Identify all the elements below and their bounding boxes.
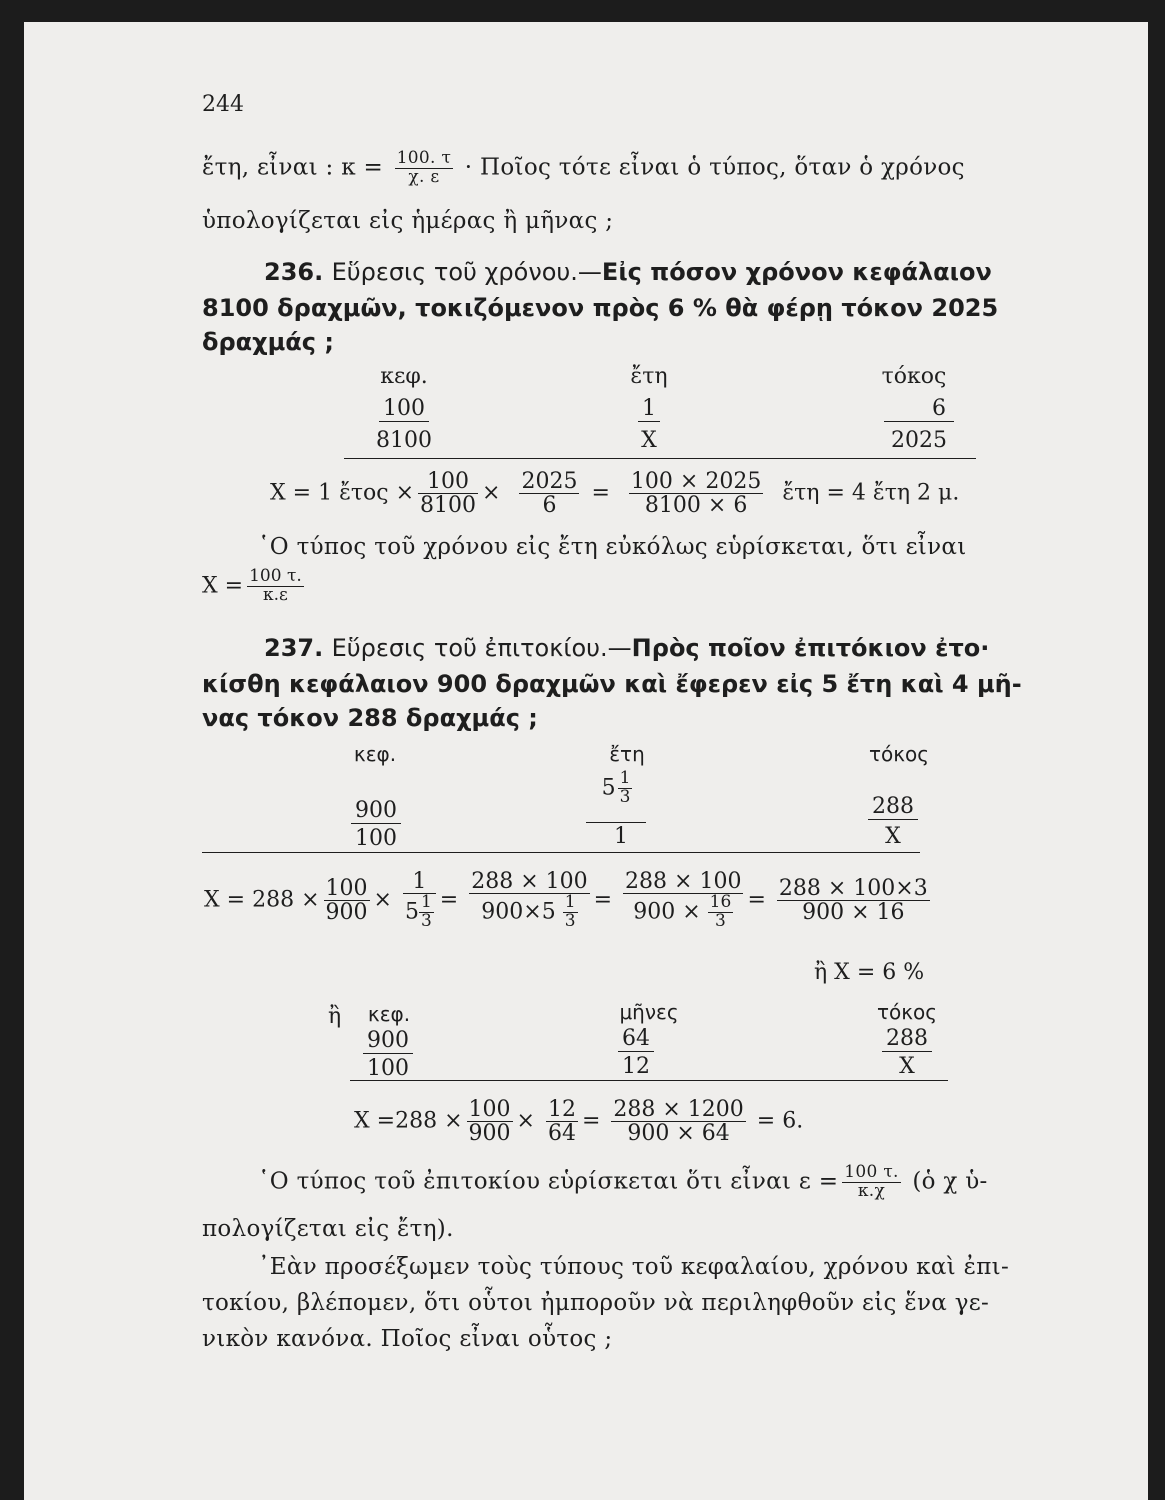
table-237-col-eti: ἔτη	[609, 742, 645, 766]
den: 3	[715, 910, 726, 931]
eq237-frac1	[324, 877, 370, 924]
formula-236	[202, 568, 308, 605]
alt-c3b: X	[899, 1054, 915, 1079]
num: 2025	[521, 469, 578, 494]
mixed-frac	[419, 894, 434, 931]
table-236-col-tokos: τόκος	[881, 364, 947, 389]
alt-or: ἢ	[328, 1004, 342, 1029]
value: 1	[638, 396, 660, 422]
num: 288 × 100	[471, 869, 588, 894]
table-236-c2b: X	[641, 428, 657, 453]
eq237-frac4	[623, 870, 743, 931]
num: 100 τ.	[249, 566, 302, 586]
table-236-c3a	[874, 396, 964, 422]
eq237-frac2	[403, 870, 436, 931]
section-236-line-2: 8100 δραχμῶν, τοκιζόμενον πρὸς 6 % θὰ φέρῃ τόκον 2025	[202, 294, 999, 322]
alt-rule	[350, 1080, 948, 1081]
intro-line-1	[202, 150, 965, 187]
alt-col-mines: μῆνες	[619, 1000, 679, 1024]
formula237-text: ῾Ο τύπος τοῦ ἐπιτοκίου εὑρίσκεται ὅτι εἶναι ε =	[258, 1168, 839, 1195]
intro-frac-den: χ. ε	[408, 166, 440, 187]
eq236-frac1	[418, 470, 478, 517]
alt-c1a	[358, 1028, 418, 1054]
closing-line-2: τοκίου, βλέπομεν, ὅτι οὗτοι ἠμποροῦν νὰ περιληφθοῦν εἰς ἕνα γε-	[202, 1290, 990, 1316]
den: 6	[542, 493, 557, 519]
table-236-rule	[344, 458, 976, 459]
eq236-lhs: X = 1 ἔτος ×	[270, 480, 415, 506]
num: 288 × 1200	[613, 1097, 744, 1122]
value: 64	[618, 1026, 654, 1052]
whole: 5	[404, 899, 419, 925]
alt-eq-lhs: X =288 ×	[354, 1108, 463, 1134]
intro-pre: ἔτη, εἶναι : κ =	[202, 154, 384, 181]
whole: 5	[601, 775, 616, 801]
section-237-line-3: νας τόκον 288 δραχμάς ;	[202, 704, 538, 732]
value: 100	[379, 396, 429, 422]
formula237-tail: (ὁ χ ὑ-	[912, 1168, 988, 1195]
result-237: ἢ X = 6 %	[814, 960, 925, 985]
table-236-col-kef: κεφ.	[380, 364, 428, 389]
section-236-heading	[264, 258, 992, 286]
num: 1	[564, 892, 576, 913]
equation-236	[270, 470, 959, 517]
alt-c1b: 100	[367, 1056, 409, 1081]
num: 100 τ.	[844, 1162, 899, 1182]
section-236-title: Εὕρεσις τοῦ χρόνου.—	[331, 258, 602, 286]
value: 288	[868, 794, 918, 820]
den	[403, 894, 436, 931]
section-236-line-3: δραχμάς ;	[202, 328, 334, 356]
mixed-frac	[563, 894, 578, 931]
num: 12	[547, 1097, 576, 1122]
page-number: 244	[202, 92, 244, 117]
section-237-line1: Πρὸς ποῖον ἐπιτόκιον ἐτο·	[631, 634, 990, 662]
table-236-c3b: 2025	[891, 428, 947, 453]
table-237-c2-rule	[586, 822, 646, 823]
den: κ.ε	[263, 584, 288, 605]
den: κ.χ	[857, 1180, 886, 1201]
table-236-c2a	[614, 396, 684, 422]
intro-fraction	[395, 150, 453, 187]
equation-237: X = 288 × $\frac{100}{900}$ × 1 5 $\frac{1}{3}$ = 288 × 100 900×5 $\frac{1}{3}$ = 288 × 100 900 × $\frac{16}{3}$ = $\frac{288 \times 100\times 3}{900 \times 16}$	[204, 869, 928, 931]
eq237-lhs: X = 288 ×	[204, 887, 320, 913]
den: 900	[325, 899, 368, 925]
value: 288	[882, 1026, 932, 1052]
alt-frac2	[546, 1098, 578, 1145]
pre: 900×5	[481, 899, 556, 925]
num: 288 × 100	[625, 869, 742, 894]
intro-frac-num: 100. τ	[396, 148, 452, 168]
table-237-col-tokos: τόκος	[868, 742, 930, 766]
alt-c2a	[604, 1026, 668, 1052]
den	[623, 894, 743, 931]
equals: =	[591, 480, 610, 506]
intro-post: · Ποῖος τότε εἶναι ὁ τύπος, ὅταν ὁ χρόνος	[464, 154, 965, 181]
value: 6	[884, 396, 954, 422]
section-237-line-2: κίσθη κεφάλαιον 900 δραχμῶν καὶ ἔφερεν εἰς 5 ἔτη καὶ 4 μῆ-	[202, 670, 1022, 698]
section-237-heading	[264, 634, 989, 662]
formula236-lhs: X =	[202, 573, 244, 599]
eq237-frac3	[469, 870, 589, 931]
alt-c3a	[874, 1026, 940, 1052]
closing-line-1: ᾿Εὰν προσέξωμεν τοὺς τύπους τοῦ κεφαλαίου, χρόνου καὶ ἐπι-	[258, 1254, 1010, 1280]
table-237-c3a	[858, 794, 928, 820]
table-237-c2a	[582, 770, 652, 807]
num: 1	[619, 768, 631, 788]
num: 100	[325, 875, 368, 901]
section-236-number: 236.	[264, 258, 324, 286]
table-237-c1b: 100	[355, 826, 397, 851]
alt-frac3	[611, 1098, 745, 1145]
table-237-c1a	[346, 798, 406, 824]
den: 8100	[420, 493, 477, 519]
mixed-frac	[708, 894, 734, 931]
den: 900 × 16	[802, 899, 905, 925]
den: 900 × 64	[627, 1121, 730, 1147]
table-237-rule	[202, 852, 920, 853]
value: 900	[363, 1028, 413, 1054]
table-237-c3b: X	[885, 824, 901, 849]
formula-236-text: ῾Ο τύπος τοῦ χρόνου εἰς ἔτη εὐκόλως εὑρίσκεται, ὅτι εἶναι	[258, 534, 967, 560]
table-236-c1a	[364, 396, 444, 422]
alt-frac1	[467, 1098, 513, 1145]
num: 1	[420, 892, 432, 913]
eq236-frac3	[629, 470, 763, 517]
formula-237-line	[258, 1164, 988, 1201]
den: 3	[420, 910, 432, 931]
num: 100	[468, 1097, 511, 1122]
den: 3	[564, 910, 576, 931]
formula237-frac	[842, 1164, 900, 1201]
den: 8100 × 6	[644, 493, 748, 519]
num: 100	[418, 470, 478, 494]
mixed-frac	[618, 770, 633, 807]
den: 64	[547, 1121, 576, 1147]
num: 16	[709, 892, 732, 913]
alt-equation: X =288 × $\frac{100}{900}$ × $\frac{12}{64}$ = $\frac{288 \times 1200}{900 \times 64}$ = 6.	[354, 1097, 804, 1147]
pre: 900 ×	[633, 899, 701, 925]
value: 900	[351, 798, 401, 824]
table-237-col-kef: κεφ.	[353, 742, 397, 766]
alt-c2b: 12	[622, 1054, 650, 1079]
section-237-title: Εὕρεσις τοῦ ἐπιτοκίου.—	[331, 634, 632, 662]
closing-line-3: νικὸν κανόνα. Ποῖος εἶναι οὗτος ;	[202, 1326, 613, 1352]
den: 3	[619, 786, 631, 807]
num: 100 × 2025	[630, 469, 762, 494]
num: 1	[403, 870, 436, 894]
times: ×	[373, 887, 392, 913]
alt-col-tokos: τόκος	[876, 1000, 938, 1024]
table-236-col-eti: ἔτη	[630, 364, 668, 389]
times: ×	[482, 480, 501, 506]
num: 288 × 100×3	[778, 875, 928, 901]
den: 900	[468, 1121, 511, 1147]
section-237-number: 237.	[264, 634, 324, 662]
formula236-frac	[247, 568, 304, 605]
eq237-frac5	[777, 877, 930, 924]
den	[469, 894, 589, 931]
intro-line-2: ὑπολογίζεται εἰς ἡμέρας ἢ μῆνας ;	[202, 208, 614, 234]
table-237-c2b: 1	[614, 824, 628, 849]
section-236-line1: Εἰς πόσον χρόνον κεφάλαιον	[601, 258, 992, 286]
alt-col-kef: κεφ.	[367, 1002, 411, 1026]
alt-tail: = 6.	[756, 1108, 804, 1134]
book-page	[24, 22, 1148, 1500]
eq236-frac2	[519, 470, 579, 517]
formula-237-line-2: πολογίζεται εἰς ἔτη).	[202, 1216, 454, 1242]
eq236-tail: ἔτη = 4 ἔτη 2 μ.	[782, 480, 960, 506]
table-236-c1b: 8100	[376, 428, 432, 453]
